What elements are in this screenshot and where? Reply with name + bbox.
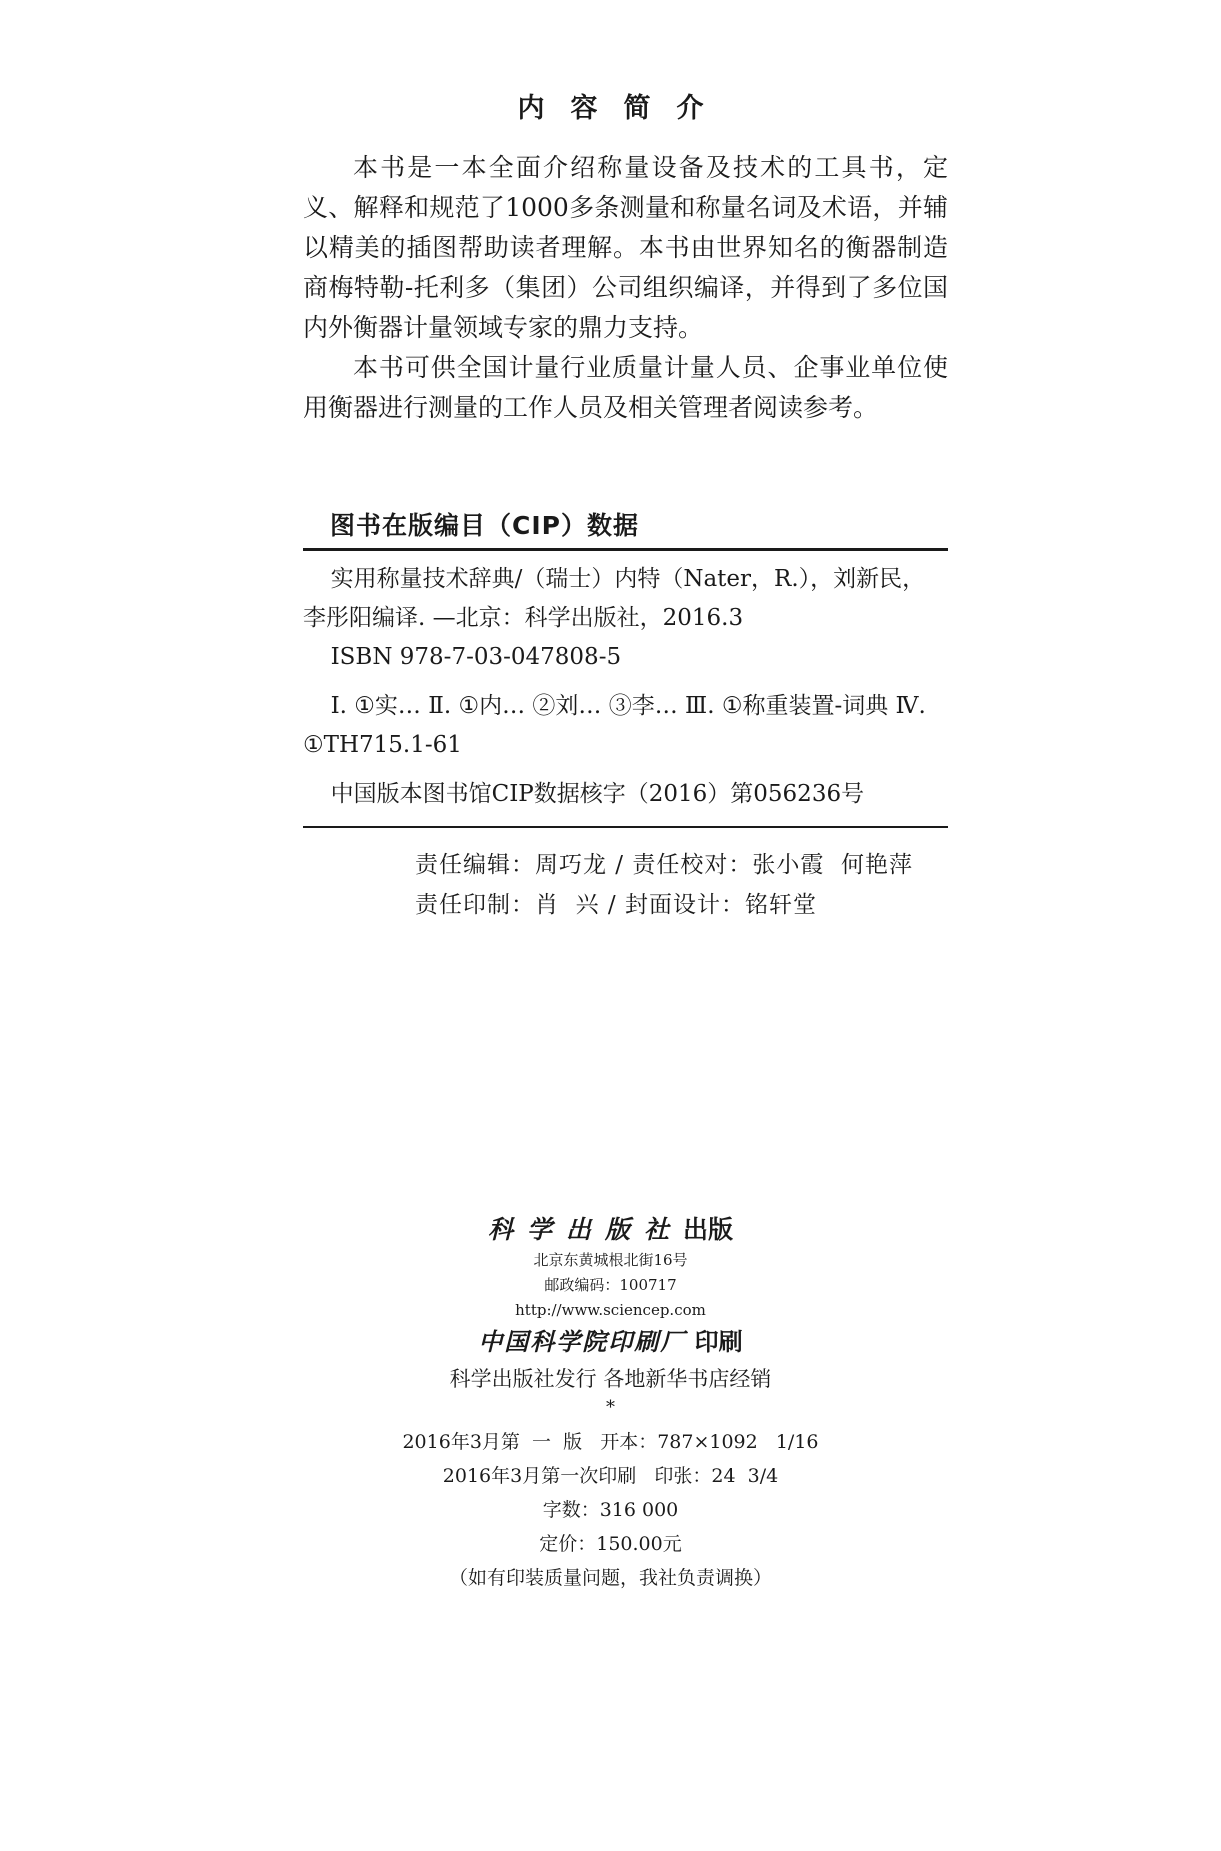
publisher-url: http://www.sciencep.com [515,1301,706,1319]
publisher-postcode: 邮政编码：100717 [544,1276,677,1294]
summary-section [303,148,948,428]
word-count: 字数：316 000 [542,1499,679,1521]
cip-isbn: ISBN 978-7-03-047808-5 [330,644,622,670]
cip-record [303,560,948,814]
publication-specs [0,1425,1221,1595]
colophon [0,1212,1221,1595]
credits-print-line: 责任印制：肖 兴 / 封面设计：铭轩堂 [415,892,817,918]
edition-line: 2016年3月第 一 版 开本：787×1092 1/16 [402,1431,819,1453]
publisher-line [0,1212,1221,1248]
printer-suffix: 印刷 [686,1327,743,1356]
credits-editor-line: 责任编辑：周巧龙 / 责任校对：张小霞 何艳萍 [415,852,913,878]
cip-classification: Ⅰ. ①实… Ⅱ. ①内… ②刘… ③李… Ⅲ. ①称重装置-词典 Ⅳ. ①TH715.1-61 [303,693,926,758]
printer-line [0,1323,1221,1361]
cip-heading: 图书在版编目（CIP）数据 [330,511,639,540]
price: 定价：150.00元 [539,1533,682,1555]
cip-bottom-rule [303,826,948,828]
separator-star: * [606,1397,615,1418]
distribution-line: 科学出版社发行 各地新华书店经销 [449,1367,772,1391]
printing-line: 2016年3月第一次印刷 印张：24 3/4 [442,1465,779,1487]
cip-top-rule [303,548,948,551]
summary-paragraph: 本书是一本全面介绍称量设备及技术的工具书，定义、解释和规范了1000多条测量和称量名词及术语，并辅以精美的插图帮助读者理解。本书由世界知名的衡器制造商梅特勒-托利多（集团）公司组织编译，并得到了多位国内外衡器计量领域专家的鼎力支持。 [303,153,948,342]
quality-note: （如有印装质量问题，我社负责调换） [448,1567,772,1589]
publisher-suffix: 出版 [683,1215,734,1244]
credits [415,845,913,925]
publisher-address: 北京东黄城根北街16号 [533,1251,688,1269]
publisher-name: 科学出版社 [487,1215,683,1244]
printer-name: 中国科学院印刷厂 [478,1327,687,1356]
cip-library-note: 中国版本图书馆CIP数据核字（2016）第056236号 [330,781,865,807]
summary-paragraph: 本书可供全国计量行业质量计量人员、企事业单位使用衡器进行测量的工作人员及相关管理者阅读参考。 [303,353,948,422]
summary-title: 内容简介 [517,93,730,124]
cip-bibliographic-record: 实用称量技术辞典/（瑞士）内特（Nater，R.），刘新民，李彤阳编译. —北京：科学出版社，2016.3 [303,566,926,631]
